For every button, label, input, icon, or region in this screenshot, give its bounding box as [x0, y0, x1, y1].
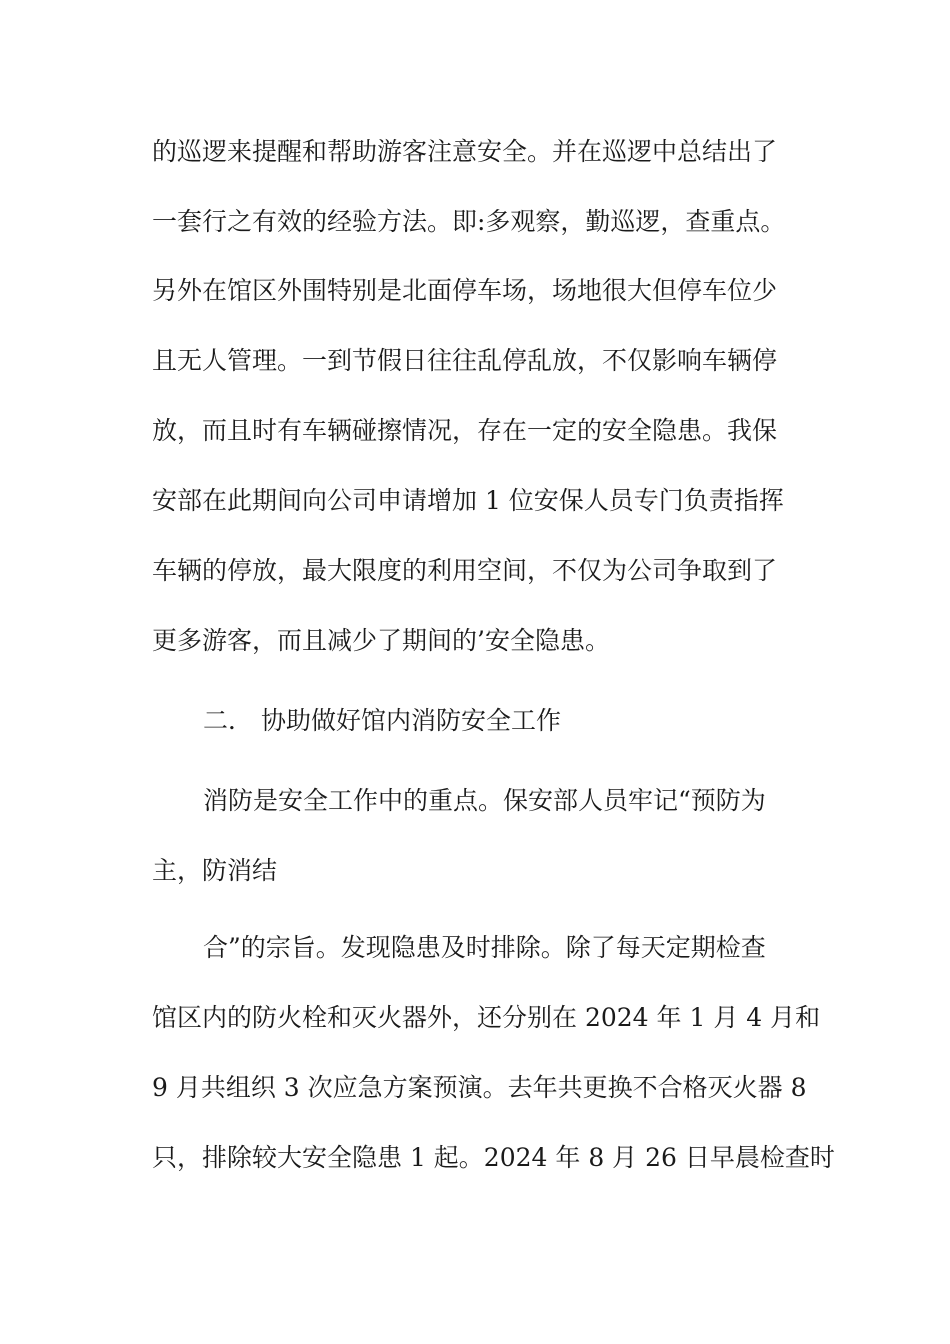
- body-text-line: 一套行之有效的经验方法。即:多观察，勤巡逻，查重点。: [152, 207, 786, 236]
- body-text-line: 消防是安全工作中的重点。保安部人员牢记“预防为: [203, 786, 766, 815]
- body-text-line: 的巡逻来提醒和帮助游客注意安全。并在巡逻中总结出了: [152, 137, 778, 166]
- body-text-line: 另外在馆区外围特别是北面停车场，场地很大但停车位少: [152, 276, 778, 305]
- body-text-line: 馆区内的防火栓和灭火器外，还分别在 2024 年 1 月 4 月和: [152, 1003, 821, 1032]
- body-text-line: 安部在此期间向公司申请增加 1 位安保人员专门负责指挥: [152, 486, 784, 515]
- body-text-line: 且无人管理。一到节假日往往乱停乱放，不仅影响车辆停: [152, 346, 778, 375]
- body-text-line: 更多游客，而且减少了期间的’安全隐患。: [152, 626, 610, 655]
- section-heading: 二． 协助做好馆内消防安全工作: [203, 706, 561, 735]
- body-text-line: 主，防消结: [152, 856, 278, 885]
- body-text-line: 只，排除较大安全隐患 1 起。2024 年 8 月 26 日早晨检查时: [152, 1143, 835, 1172]
- body-text-line: 车辆的停放，最大限度的利用空间，不仅为公司争取到了: [152, 556, 778, 585]
- body-text-line: 合”的宗旨。发现隐患及时排除。除了每天定期检查: [203, 933, 766, 962]
- body-text-line: 放，而且时有车辆碰擦情况，存在一定的安全隐患。我保: [152, 416, 778, 445]
- body-text-line: 9 月共组织 3 次应急方案预演。去年共更换不合格灭火器 8: [152, 1073, 807, 1102]
